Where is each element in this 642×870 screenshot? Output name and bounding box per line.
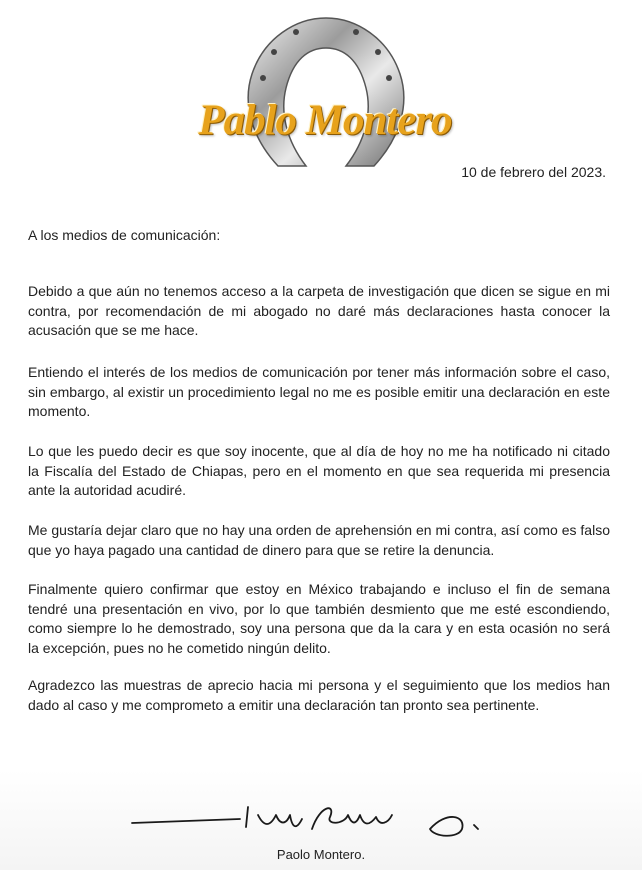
letterhead-logo [160,8,490,178]
salutation: A los medios de comunicación: [28,227,221,243]
paragraph-1: Debido a que aún no tenemos acceso a la carpeta de investigación que dicen se sigue en mi contra, por recomendación de mi abogado no daré más declaraciones hasta conocer la acusación que se me hace. [28,283,610,338]
paragraph-2: Entiendo el interés de los medios de comunicación por tener más información sobre el caso, sin embargo, al existir un procedimiento legal no me es posible emitir una declaración en este momento. [28,364,610,419]
letter-date: 10 de febrero del 2023. [461,164,606,180]
handwritten-signature [130,785,530,845]
paragraph-5: Finalmente quiero confirmar que estoy en México trabajando e incluso el fin de semana tendré una presentación en vivo, por lo que también desmiento que me esté escondiendo, como siempre lo he demostrado, soy una persona que da la cara y en esta ocasión no será la excepción, pues no he cometido ningún delito. [28,581,610,656]
paragraph-4: Me gustaría dejar claro que no hay una orden de aprehensión en mi contra, así como es falso que yo haya pagado una cantidad de dinero para que se retire la denuncia. [28,522,610,558]
paragraph-3: Lo que les puedo decir es que soy inocente, que al día de hoy no me ha notificado ni citado la Fiscalía del Estado de Chiapas, pero en el momento en que sea requerida mi presencia ante la autoridad acudiré. [28,443,610,498]
paragraph-6: Agradezco las muestras de aprecio hacia mi persona y el seguimiento que los medios han dado al caso y me comprometo a emitir una declaración tan pronto sea pertinente. [28,677,610,713]
signer-name: Paolo Montero. [276,847,366,862]
logo-wordmark: Pablo Montero [198,97,452,144]
horseshoe-icon [160,8,490,178]
